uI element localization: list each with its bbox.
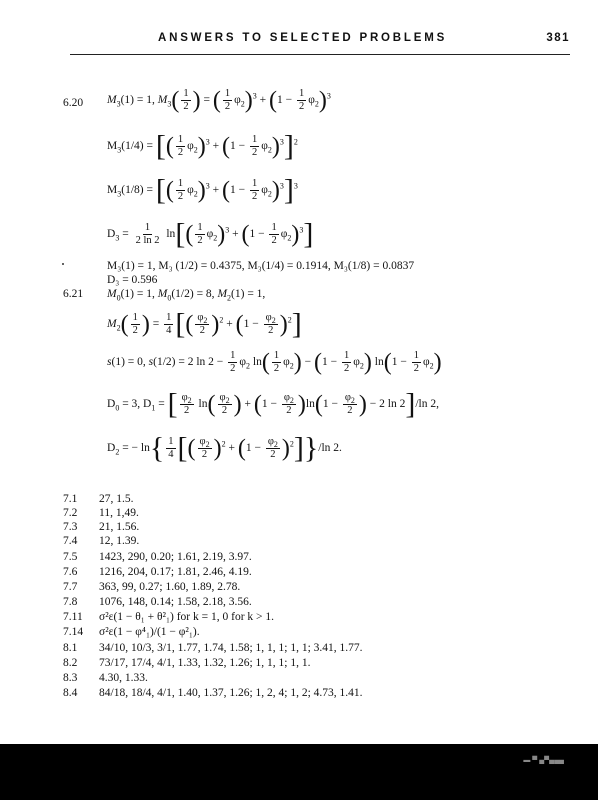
answer-text: 11, 1,49. [99,507,139,519]
equation-m3-quarter: $M_3(1/4)$ = [( $\frac{1}{2}$ $\varphi_2)^3 + (1$ − $\frac{1}{2}$ $\varphi_2)^3]^2$ [107,129,298,163]
equation-m0-m2: $M_0(1) = 1$, $M_0(1/2) = 8$, $M_2(1) = 1$, [107,288,266,303]
answer-number: 7.14 [63,626,84,638]
stray-dot [62,263,64,265]
equation-m3-half: $M_3(1) = 1$, $M_3$( $\frac{1}{2}$ ) = ( $\frac{1}{2}$ $\varphi_2)^3 + (1$ − $\frac{1}{2}$ $\varphi_2)^3$ [107,87,331,114]
equation-s-values: s(1) = 0, s(1/2) = 2 ln 2 − $\frac{1}{2}$ $\varphi_2$ ln( $\frac{1}{2}$ $\varphi_2) - (1$ − $\frac{1}{2}$ $\varphi_2$) ln(1 − $\frac{1}{2}$ $\varphi_2$) [107,349,442,376]
answer-text: 1076, 148, 0.14; 1.58, 2.18, 3.56. [99,596,252,608]
equation-m2-half: $M_2$( $\frac{1}{2}$ ) = $\frac{1}{4}$ [( $\frac{\varphi_2}{2}$ )$^2$ + (1 − $\frac{\varphi_2}{2}$ )$^2$] [107,307,302,341]
answer-text: 1216, 204, 0.17; 1.81, 2.46, 4.19. [99,566,252,578]
answer-number: 8.1 [63,642,78,654]
equation-d2: $D_2$ = − ln{ $\frac{1}{4}$ [( $\frac{\varphi_2}{2}$ )$^2$ + (1 − $\frac{\varphi_2}{2}$ )$^2$]}/ln 2. [107,431,342,465]
answer-number: 7.2 [63,507,78,519]
answer-number: 7.1 [63,493,78,505]
answer-text: σ²ε(1 − θ₁ + θ²₁) for k = 1, 0 for k > 1. [99,611,275,623]
equation-d3: $D_3$ = $\frac{1}{2 \ln 2}$ ln[( $\frac{1}{2}$ $\varphi_2)^3 + (1$ − $\frac{1}{2}$ $\varphi_2)^3$] [107,217,314,251]
answer-number: 7.3 [63,521,78,533]
equation-d0-d1: $D_0 = 3$, $D_1$ = [ $\frac{\varphi_2}{2}$ ln( $\frac{\varphi_2}{2}$ ) + (1 − $\frac{\varphi_2}{2}$ )ln(1 − $\frac{\varphi_2}{2}$ ) − 2 ln 2]/ln 2, [107,387,439,421]
answer-text: 363, 99, 0.27; 1.60, 1.89, 2.78. [99,581,241,593]
answer-number: 7.7 [63,581,78,593]
problem-label-6-20: 6.20 [63,97,84,109]
answer-text: 34/10, 10/3, 3/1, 1.77, 1.74, 1.58; 1, 1, 1; 1, 1; 3.41, 1.77. [99,642,363,654]
answer-text: 4.30, 1.33. [99,672,148,684]
answer-text: 12, 1.39. [99,535,140,547]
answer-text: 27, 1.5. [99,493,134,505]
problem-label-6-21: 6.21 [63,288,84,300]
answer-number: 8.3 [63,672,78,684]
answer-text: 73/17, 17/4, 4/1, 1.33, 1.32, 1.26; 1, 1, 1; 1, 1. [99,657,311,669]
answer-number: 7.4 [63,535,78,547]
scan-artifact-mark: ▬ ▀ ▄▀▄▄▄ [523,757,564,764]
scan-border [0,744,598,800]
equation-m3-eighth: $M_3(1/8)$ = [( $\frac{1}{2}$ $\varphi_2)^3 + (1$ − $\frac{1}{2}$ $\varphi_2)^3]^3$ [107,173,298,207]
answer-text: 21, 1.56. [99,521,140,533]
d3-value-line: D₃ = 0.596 [107,274,158,286]
page-number: 381 [546,32,570,44]
answer-text: 1423, 290, 0.20; 1.61, 2.19, 3.97. [99,551,252,563]
answer-number: 8.4 [63,687,78,699]
answer-text: σ²ε(1 − φ⁴₁)/(1 − φ²₁). [99,626,200,638]
answer-number: 7.11 [63,611,83,623]
answer-number: 7.6 [63,566,78,578]
m3-values-line: M₃(1) = 1, M₃ (1/2) = 0.4375, M₃(1/4) = 0.1914, M₃(1/8) = 0.0837 [107,260,415,272]
page-header [70,30,570,55]
answer-number: 7.5 [63,551,78,563]
running-title: ANSWERS TO SELECTED PROBLEMS [158,32,448,44]
answer-number: 7.8 [63,596,78,608]
answer-number: 8.2 [63,657,78,669]
answer-text: 84/18, 18/4, 4/1, 1.40, 1.37, 1.26; 1, 2, 4; 1, 2; 4.73, 1.41. [99,687,363,699]
